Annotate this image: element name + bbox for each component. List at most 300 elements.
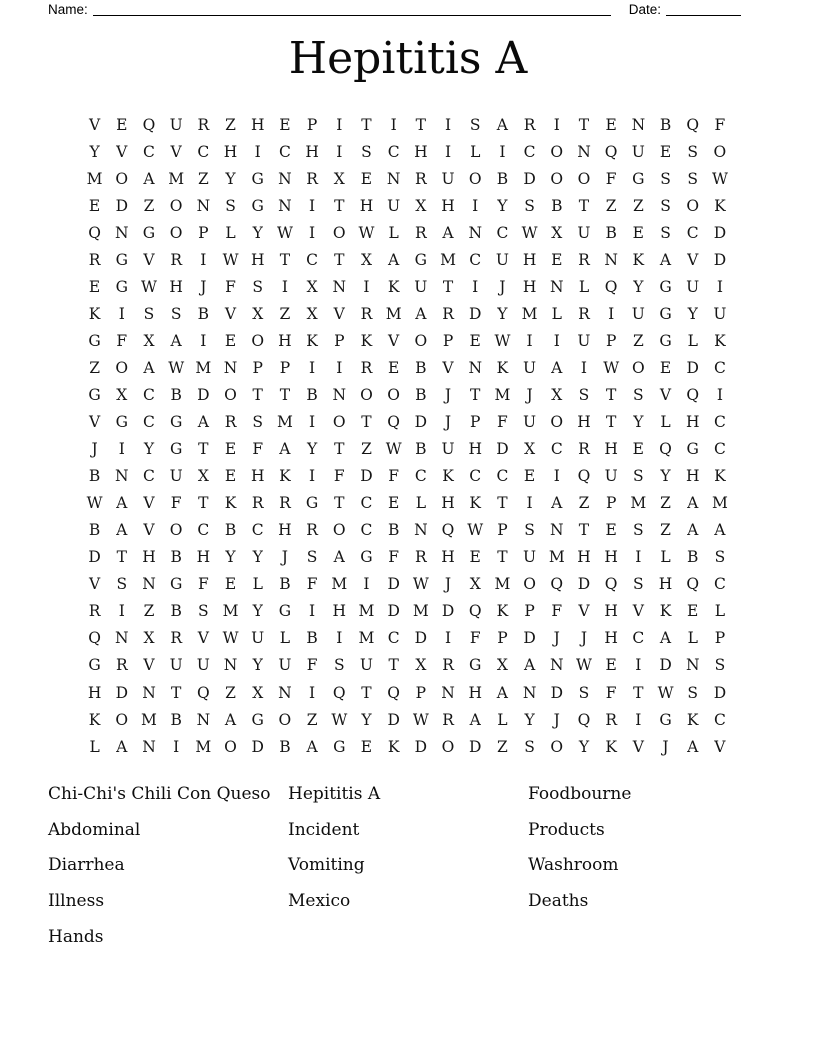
grid-letter: L bbox=[660, 413, 671, 432]
grid-letter: W bbox=[222, 250, 239, 269]
grid-letter: F bbox=[170, 494, 182, 513]
grid-letter: O bbox=[550, 142, 564, 161]
date-input-line[interactable] bbox=[666, 1, 741, 16]
grid-letter: B bbox=[306, 629, 318, 648]
grid-letter: D bbox=[713, 250, 727, 269]
grid-letter: V bbox=[659, 385, 672, 404]
grid-letter: Z bbox=[306, 710, 318, 729]
grid-letter: Z bbox=[279, 304, 291, 323]
grid-letter: O bbox=[224, 385, 237, 404]
grid-letter: O bbox=[278, 710, 292, 729]
grid-letter: C bbox=[469, 250, 482, 269]
grid-letter: O bbox=[550, 169, 564, 188]
grid-letter: I bbox=[309, 467, 316, 486]
grid-letter: S bbox=[714, 548, 726, 567]
grid-letter: R bbox=[115, 656, 128, 675]
grid-letter: Z bbox=[660, 494, 671, 513]
grid-letter: I bbox=[200, 331, 207, 350]
grid-letter: R bbox=[605, 710, 617, 729]
grid-letter: S bbox=[578, 385, 590, 404]
grid-letter: C bbox=[143, 467, 155, 486]
grid-letter: P bbox=[497, 521, 508, 540]
grid-letter: Q bbox=[604, 277, 618, 296]
grid-letter: T bbox=[578, 521, 590, 540]
grid-letter: D bbox=[659, 656, 672, 675]
grid-letter: G bbox=[659, 304, 672, 323]
grid-letter: F bbox=[388, 467, 400, 486]
grid-letter: G bbox=[632, 169, 645, 188]
grid-letter: D bbox=[523, 169, 536, 188]
grid-letter: G bbox=[305, 494, 319, 513]
puzzle-title: Hepititis A bbox=[288, 33, 528, 84]
grid-letter: V bbox=[687, 250, 699, 269]
grid-letter: D bbox=[387, 575, 400, 594]
grid-letter: M bbox=[358, 629, 375, 648]
grid-letter: S bbox=[687, 169, 699, 188]
grid-letter: Q bbox=[332, 683, 346, 702]
grid-letter: P bbox=[497, 629, 508, 648]
grid-letter: U bbox=[631, 142, 645, 161]
grid-letter: C bbox=[306, 250, 319, 269]
grid-letter: H bbox=[685, 467, 700, 486]
grid-letter: E bbox=[469, 331, 481, 350]
grid-letter: X bbox=[551, 223, 563, 242]
grid-letter: N bbox=[196, 196, 211, 215]
grid-letter: B bbox=[551, 196, 563, 215]
grid-letter: L bbox=[415, 494, 426, 513]
grid-letter: Y bbox=[143, 440, 155, 459]
grid-letter: A bbox=[143, 169, 155, 188]
grid-letter: L bbox=[252, 575, 263, 594]
grid-letter: I bbox=[608, 304, 615, 323]
grid-letter: D bbox=[115, 683, 128, 702]
grid-letter: X bbox=[143, 629, 155, 648]
grid-letter: M bbox=[385, 304, 402, 323]
grid-letter: J bbox=[553, 710, 560, 729]
grid-letter: Q bbox=[468, 602, 482, 621]
grid-letter: W bbox=[276, 223, 293, 242]
grid-letter: O bbox=[523, 575, 536, 594]
grid-letter: E bbox=[116, 115, 128, 134]
word-list-item: Products bbox=[528, 819, 605, 840]
grid-letter: D bbox=[713, 223, 727, 242]
grid-letter: H bbox=[250, 467, 265, 486]
grid-letter: W bbox=[222, 629, 239, 648]
grid-letter: T bbox=[497, 494, 508, 513]
grid-letter: T bbox=[198, 494, 209, 513]
grid-letter: P bbox=[415, 683, 427, 702]
grid-letter: T bbox=[334, 440, 345, 459]
grid-letter: E bbox=[605, 656, 617, 675]
grid-letter: W bbox=[358, 223, 375, 242]
grid-letter: I bbox=[472, 196, 479, 215]
grid-letter: I bbox=[499, 142, 506, 161]
grid-letter: G bbox=[251, 710, 264, 729]
grid-letter: A bbox=[687, 521, 699, 540]
grid-letter: B bbox=[306, 385, 318, 404]
grid-letter: U bbox=[523, 358, 537, 377]
grid-letter: M bbox=[222, 602, 239, 621]
grid-letter: K bbox=[686, 710, 699, 729]
grid-letter: W bbox=[711, 169, 728, 188]
grid-letter: V bbox=[116, 142, 128, 161]
grid-letter: O bbox=[550, 413, 564, 432]
grid-letter: N bbox=[577, 142, 591, 161]
grid-letter: T bbox=[442, 277, 454, 296]
grid-letter: R bbox=[306, 169, 318, 188]
grid-letter: L bbox=[225, 223, 236, 242]
grid-letter: L bbox=[497, 710, 508, 729]
grid-letter: D bbox=[387, 710, 400, 729]
grid-letter: M bbox=[521, 304, 538, 323]
grid-letter: S bbox=[714, 656, 726, 675]
grid-letter: T bbox=[578, 196, 590, 215]
grid-letter: I bbox=[173, 737, 180, 756]
grid-letter: S bbox=[633, 521, 644, 540]
grid-letter: Z bbox=[225, 115, 236, 134]
grid-letter: D bbox=[441, 602, 455, 621]
grid-letter: C bbox=[387, 629, 400, 648]
grid-letter: H bbox=[414, 142, 428, 161]
grid-letter: E bbox=[659, 358, 672, 377]
grid-letter: R bbox=[578, 250, 590, 269]
grid-letter: R bbox=[197, 115, 210, 134]
grid-letter: O bbox=[224, 737, 237, 756]
grid-letter: M bbox=[494, 575, 511, 594]
grid-letter: S bbox=[524, 737, 535, 756]
grid-letter: N bbox=[278, 683, 292, 702]
grid-letter: S bbox=[469, 115, 481, 134]
grid-letter: U bbox=[577, 223, 591, 242]
grid-letter: E bbox=[469, 548, 481, 567]
grid-letter: K bbox=[496, 358, 509, 377]
grid-letter: A bbox=[306, 737, 318, 756]
grid-letter: O bbox=[713, 142, 727, 161]
grid-letter: N bbox=[223, 358, 238, 377]
grid-letter: T bbox=[334, 250, 345, 269]
grid-letter: U bbox=[441, 169, 455, 188]
grid-letter: V bbox=[170, 142, 182, 161]
grid-letter: L bbox=[660, 548, 671, 567]
grid-letter: X bbox=[551, 385, 563, 404]
word-list-item: Incident bbox=[288, 819, 360, 840]
grid-letter: H bbox=[196, 548, 211, 567]
grid-letter: C bbox=[713, 358, 726, 377]
grid-letter: H bbox=[332, 602, 347, 621]
grid-letter: Q bbox=[550, 575, 564, 594]
grid-letter: A bbox=[116, 737, 128, 756]
grid-letter: R bbox=[170, 250, 182, 269]
grid-letter: U bbox=[169, 656, 183, 675]
grid-letter: F bbox=[306, 575, 318, 594]
grid-letter: E bbox=[687, 602, 699, 621]
grid-letter: B bbox=[496, 169, 509, 188]
grid-letter: W bbox=[412, 710, 429, 729]
grid-letter: N bbox=[468, 223, 482, 242]
word-list-item: Mexico bbox=[288, 891, 351, 912]
grid-letter: K bbox=[88, 710, 101, 729]
grid-letter: V bbox=[88, 413, 101, 432]
grid-letter: S bbox=[306, 548, 318, 567]
grid-letter: R bbox=[360, 358, 373, 377]
grid-letter: O bbox=[360, 385, 373, 404]
grid-letter: A bbox=[687, 737, 699, 756]
grid-letter: R bbox=[523, 115, 536, 134]
grid-letter: S bbox=[660, 223, 671, 242]
grid-letter: Z bbox=[632, 331, 644, 350]
grid-letter: T bbox=[279, 385, 291, 404]
grid-letter: Y bbox=[633, 277, 644, 296]
grid-letter: S bbox=[687, 142, 699, 161]
grid-letter: Q bbox=[441, 521, 455, 540]
grid-letter: K bbox=[714, 196, 726, 215]
grid-letter: Q bbox=[142, 115, 156, 134]
grid-letter: V bbox=[632, 602, 644, 621]
grid-letter: M bbox=[195, 358, 212, 377]
grid-letter: C bbox=[550, 440, 563, 459]
grid-letter: I bbox=[118, 304, 125, 323]
grid-letter: H bbox=[604, 440, 618, 459]
grid-letter: J bbox=[281, 548, 289, 567]
grid-letter: M bbox=[168, 169, 185, 188]
grid-letter: D bbox=[414, 413, 428, 432]
grid-letter: F bbox=[116, 331, 128, 350]
grid-letter: T bbox=[361, 115, 372, 134]
grid-letter: K bbox=[714, 331, 726, 350]
grid-letter: B bbox=[605, 223, 617, 242]
grid-letter: P bbox=[605, 494, 617, 513]
grid-letter: E bbox=[551, 250, 563, 269]
grid-letter: Y bbox=[497, 304, 508, 323]
grid-letter: K bbox=[632, 250, 645, 269]
grid-letter: I bbox=[309, 413, 316, 432]
grid-letter: H bbox=[604, 548, 618, 567]
grid-letter: G bbox=[659, 331, 672, 350]
grid-letter: I bbox=[635, 548, 642, 567]
grid-letter: I bbox=[553, 331, 560, 350]
grid-letter: Z bbox=[89, 358, 100, 377]
grid-letter: M bbox=[331, 575, 348, 594]
word-list-item: Washroom bbox=[528, 855, 619, 876]
grid-letter: M bbox=[440, 250, 456, 269]
grid-letter: D bbox=[523, 629, 536, 648]
grid-letter: M bbox=[86, 169, 103, 188]
grid-letter: H bbox=[441, 494, 455, 513]
grid-letter: H bbox=[577, 548, 591, 567]
grid-letter: N bbox=[142, 683, 156, 702]
grid-letter: A bbox=[551, 494, 563, 513]
grid-letter: P bbox=[524, 602, 535, 621]
grid-letter: O bbox=[686, 196, 700, 215]
grid-letter: R bbox=[170, 629, 182, 648]
grid-letter: U bbox=[169, 115, 183, 134]
grid-letter: G bbox=[115, 413, 128, 432]
word-list-column bbox=[48, 777, 271, 955]
grid-letter: B bbox=[170, 710, 182, 729]
grid-letter: E bbox=[387, 494, 400, 513]
grid-letter: R bbox=[442, 304, 454, 323]
grid-letter: I bbox=[716, 277, 723, 296]
grid-letter: V bbox=[442, 358, 454, 377]
grid-letter: D bbox=[713, 683, 727, 702]
grid-letter: G bbox=[142, 223, 156, 242]
grid-letter: X bbox=[306, 304, 318, 323]
grid-letter: U bbox=[523, 548, 537, 567]
grid-letter: H bbox=[250, 250, 265, 269]
word-list-column bbox=[528, 777, 631, 920]
grid-letter: Y bbox=[524, 710, 535, 729]
grid-letter: H bbox=[305, 142, 319, 161]
grid-letter: C bbox=[713, 440, 726, 459]
grid-letter: F bbox=[197, 575, 209, 594]
word-list-item: Hepititis A bbox=[288, 784, 381, 804]
grid-letter: E bbox=[523, 467, 536, 486]
grid-letter: B bbox=[88, 521, 101, 540]
grid-letter: S bbox=[633, 385, 644, 404]
grid-letter: B bbox=[687, 548, 699, 567]
grid-letter: O bbox=[550, 737, 564, 756]
grid-letter: Y bbox=[687, 304, 698, 323]
grid-letter: W bbox=[657, 683, 674, 702]
grid-letter: S bbox=[524, 521, 535, 540]
grid-letter: F bbox=[605, 683, 617, 702]
grid-letter: V bbox=[88, 115, 101, 134]
word-list-item: Foodbourne bbox=[528, 784, 632, 804]
name-input-line[interactable] bbox=[93, 1, 611, 16]
header-row bbox=[48, 1, 741, 18]
grid-letter: K bbox=[387, 277, 400, 296]
grid-letter: W bbox=[385, 440, 402, 459]
grid-letter: C bbox=[469, 467, 482, 486]
grid-letter: R bbox=[224, 413, 237, 432]
grid-letter: W bbox=[331, 710, 348, 729]
grid-letter: X bbox=[197, 467, 209, 486]
grid-letter: H bbox=[87, 683, 102, 702]
grid-letter: W bbox=[467, 521, 484, 540]
grid-letter: O bbox=[115, 710, 129, 729]
grid-letter: K bbox=[88, 304, 101, 323]
grid-letter: Y bbox=[225, 169, 236, 188]
grid-letter: D bbox=[360, 467, 373, 486]
grid-letter: A bbox=[333, 548, 345, 567]
grid-letter: F bbox=[605, 169, 617, 188]
grid-letter: Y bbox=[361, 710, 372, 729]
grid-letter: N bbox=[550, 521, 564, 540]
grid-letter: C bbox=[713, 413, 726, 432]
grid-letter: I bbox=[309, 602, 316, 621]
word-list-item: Illness bbox=[48, 891, 105, 912]
grid-letter: S bbox=[361, 142, 372, 161]
grid-letter: D bbox=[496, 440, 509, 459]
grid-letter: O bbox=[332, 223, 346, 242]
grid-letter: N bbox=[414, 521, 428, 540]
grid-letter: B bbox=[387, 521, 400, 540]
grid-letter: B bbox=[659, 115, 672, 134]
grid-letter: R bbox=[279, 494, 291, 513]
grid-letter: S bbox=[660, 196, 671, 215]
grid-letter: K bbox=[496, 602, 509, 621]
grid-letter: I bbox=[254, 142, 261, 161]
grid-letter: D bbox=[387, 602, 400, 621]
grid-letter: C bbox=[713, 710, 726, 729]
grid-letter: O bbox=[115, 358, 129, 377]
grid-letter: S bbox=[170, 304, 182, 323]
grid-letter: E bbox=[360, 737, 373, 756]
grid-letter: N bbox=[631, 115, 646, 134]
grid-letter: N bbox=[332, 385, 347, 404]
grid-letter: G bbox=[88, 331, 101, 350]
grid-letter: U bbox=[278, 656, 292, 675]
grid-letter: T bbox=[415, 115, 427, 134]
grid-letter: N bbox=[278, 196, 292, 215]
grid-letter: C bbox=[360, 494, 373, 513]
grid-letter: F bbox=[551, 602, 563, 621]
grid-letter: A bbox=[224, 710, 237, 729]
grid-letter: E bbox=[224, 440, 237, 459]
grid-letter: L bbox=[470, 142, 481, 161]
grid-letter: E bbox=[279, 115, 291, 134]
grid-letter: I bbox=[553, 115, 560, 134]
grid-letter: I bbox=[309, 223, 316, 242]
grid-letter: U bbox=[251, 629, 265, 648]
grid-letter: N bbox=[522, 683, 537, 702]
grid-letter: X bbox=[469, 575, 481, 594]
grid-letter: K bbox=[714, 467, 726, 486]
word-list-item: Diarrhea bbox=[48, 855, 125, 876]
grid-letter: R bbox=[442, 710, 454, 729]
grid-letter: M bbox=[548, 548, 565, 567]
grid-letter: W bbox=[168, 358, 185, 377]
grid-letter: L bbox=[551, 304, 562, 323]
grid-letter: X bbox=[116, 385, 128, 404]
grid-letter: V bbox=[388, 331, 400, 350]
grid-letter: J bbox=[580, 629, 588, 648]
grid-letter: Y bbox=[578, 737, 590, 756]
grid-letter: N bbox=[550, 277, 564, 296]
grid-letter: M bbox=[141, 710, 157, 729]
grid-letter: Q bbox=[686, 115, 700, 134]
grid-letter: H bbox=[250, 115, 265, 134]
grid-letter: A bbox=[496, 115, 508, 134]
grid-letter: P bbox=[252, 358, 263, 377]
grid-letter: G bbox=[333, 737, 346, 756]
grid-letter: H bbox=[278, 331, 292, 350]
grid-letter: Z bbox=[361, 440, 372, 459]
grid-letter: Y bbox=[660, 467, 671, 486]
grid-letter: A bbox=[170, 331, 182, 350]
grid-letter: G bbox=[169, 413, 183, 432]
grid-letter: T bbox=[334, 196, 345, 215]
grid-letter: T bbox=[279, 250, 291, 269]
grid-letter: A bbox=[116, 494, 128, 513]
grid-letter: J bbox=[444, 413, 452, 432]
grid-letter: J bbox=[526, 385, 533, 404]
grid-letter: M bbox=[494, 385, 511, 404]
grid-letter: S bbox=[225, 196, 236, 215]
grid-letter: T bbox=[170, 683, 182, 702]
grid-letter: E bbox=[387, 358, 400, 377]
grid-letter: F bbox=[714, 115, 726, 134]
grid-letter: A bbox=[442, 223, 454, 242]
grid-letter: R bbox=[578, 304, 590, 323]
grid-letter: G bbox=[659, 710, 672, 729]
grid-letter: T bbox=[388, 656, 399, 675]
grid-letter: I bbox=[336, 142, 343, 161]
grid-letter: H bbox=[604, 629, 618, 648]
grid-letter: X bbox=[306, 277, 318, 296]
grid-letter: C bbox=[387, 142, 400, 161]
grid-letter: U bbox=[523, 413, 537, 432]
